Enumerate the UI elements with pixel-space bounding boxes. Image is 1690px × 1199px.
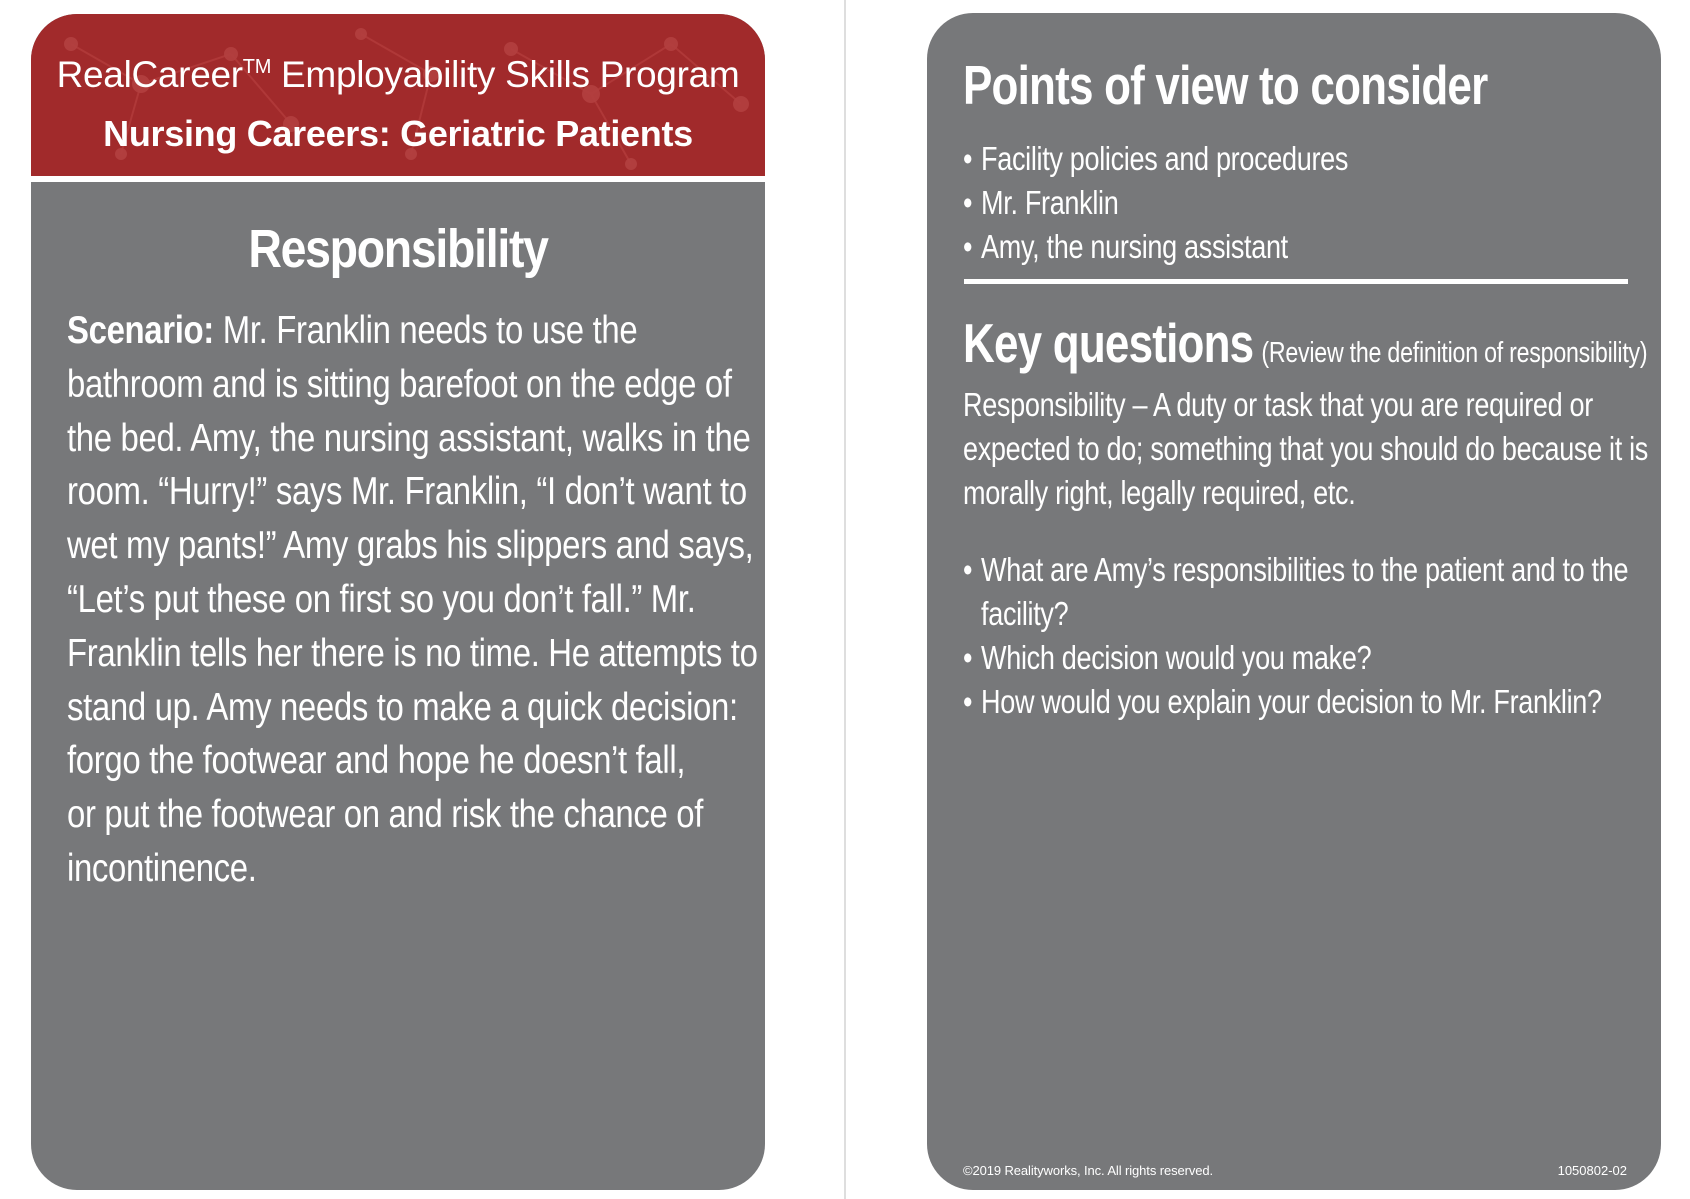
scenario-text (67, 304, 758, 896)
points-of-view-list (963, 137, 1594, 269)
key-questions-note: (Review the definition of responsibility) (1261, 337, 1648, 369)
front-card (31, 14, 765, 1190)
question-line: • Which decision would you make? (981, 639, 1372, 676)
copyright-notice: ©2019 Realityworks, Inc. All rights reserved. (963, 1163, 1214, 1178)
list-item (963, 680, 1602, 724)
scenario-line: the bed. Amy, the nursing assistant, walks in the (67, 416, 751, 460)
scenario-line: stand up. Amy needs to make a quick decision: (67, 685, 738, 729)
program-title (31, 54, 765, 96)
product-code: 1050802-02 (1557, 1163, 1627, 1178)
scenario-line: incontinence. (67, 846, 257, 890)
list-item (963, 636, 1594, 680)
scenario-line: “Let’s put these on first so you don’t fall.” Mr. (67, 577, 696, 621)
key-questions-header (963, 311, 1647, 375)
list-item: • Mr. Franklin (963, 181, 1594, 225)
program-suffix: Employability Skills Program (271, 54, 740, 95)
page-divider (844, 0, 846, 1199)
card-title: Responsibility (248, 219, 548, 279)
program-name: RealCareer (56, 54, 243, 95)
header-divider (31, 176, 765, 182)
definition-line: Responsibility – A duty or task that you are required or (963, 386, 1593, 423)
list-item (963, 548, 1629, 636)
question-line: • What are Amy’s responsibilities to the patient and to the (981, 551, 1629, 588)
section-divider (964, 279, 1628, 284)
scenario-line (67, 304, 700, 358)
scenario-label: Scenario: (67, 309, 214, 352)
key-questions-list (963, 548, 1629, 724)
definition-line: morally right, legally required, etc. (963, 474, 1356, 511)
scenario-line: bathroom and is sitting barefoot on the edge of (67, 362, 732, 406)
scenario-line: or put the footwear on and risk the chance of (67, 793, 704, 837)
header-band (31, 14, 765, 176)
list-item: • Amy, the nursing assistant (963, 225, 1594, 269)
list-item: • Facility policies and procedures (963, 137, 1594, 181)
scenario-line: wet my pants!” Amy grabs his slippers and says, (67, 524, 754, 568)
scenario-line: room. “Hurry!” says Mr. Franklin, “I don’t want to (67, 470, 747, 514)
trademark-mark: TM (242, 56, 272, 78)
question-line: facility? (981, 595, 1069, 632)
scenario-line: forgo the footwear and hope he doesn’t fall, (67, 739, 686, 783)
scenario-line: Franklin tells her there is no time. He attempts to (67, 631, 758, 675)
question-line: • How would you explain your decision to Mr. Franklin? (981, 683, 1602, 720)
points-of-view-heading: Points of view to consider (963, 54, 1488, 116)
key-questions-heading: Key questions (963, 312, 1254, 374)
program-subtitle: Nursing Careers: Geriatric Patients (103, 113, 693, 154)
scenario-line-text: Mr. Franklin needs to use the (213, 309, 638, 352)
back-card (927, 13, 1661, 1190)
definition-line: expected to do; something that you should do because it is (963, 430, 1649, 467)
responsibility-definition (963, 383, 1649, 515)
